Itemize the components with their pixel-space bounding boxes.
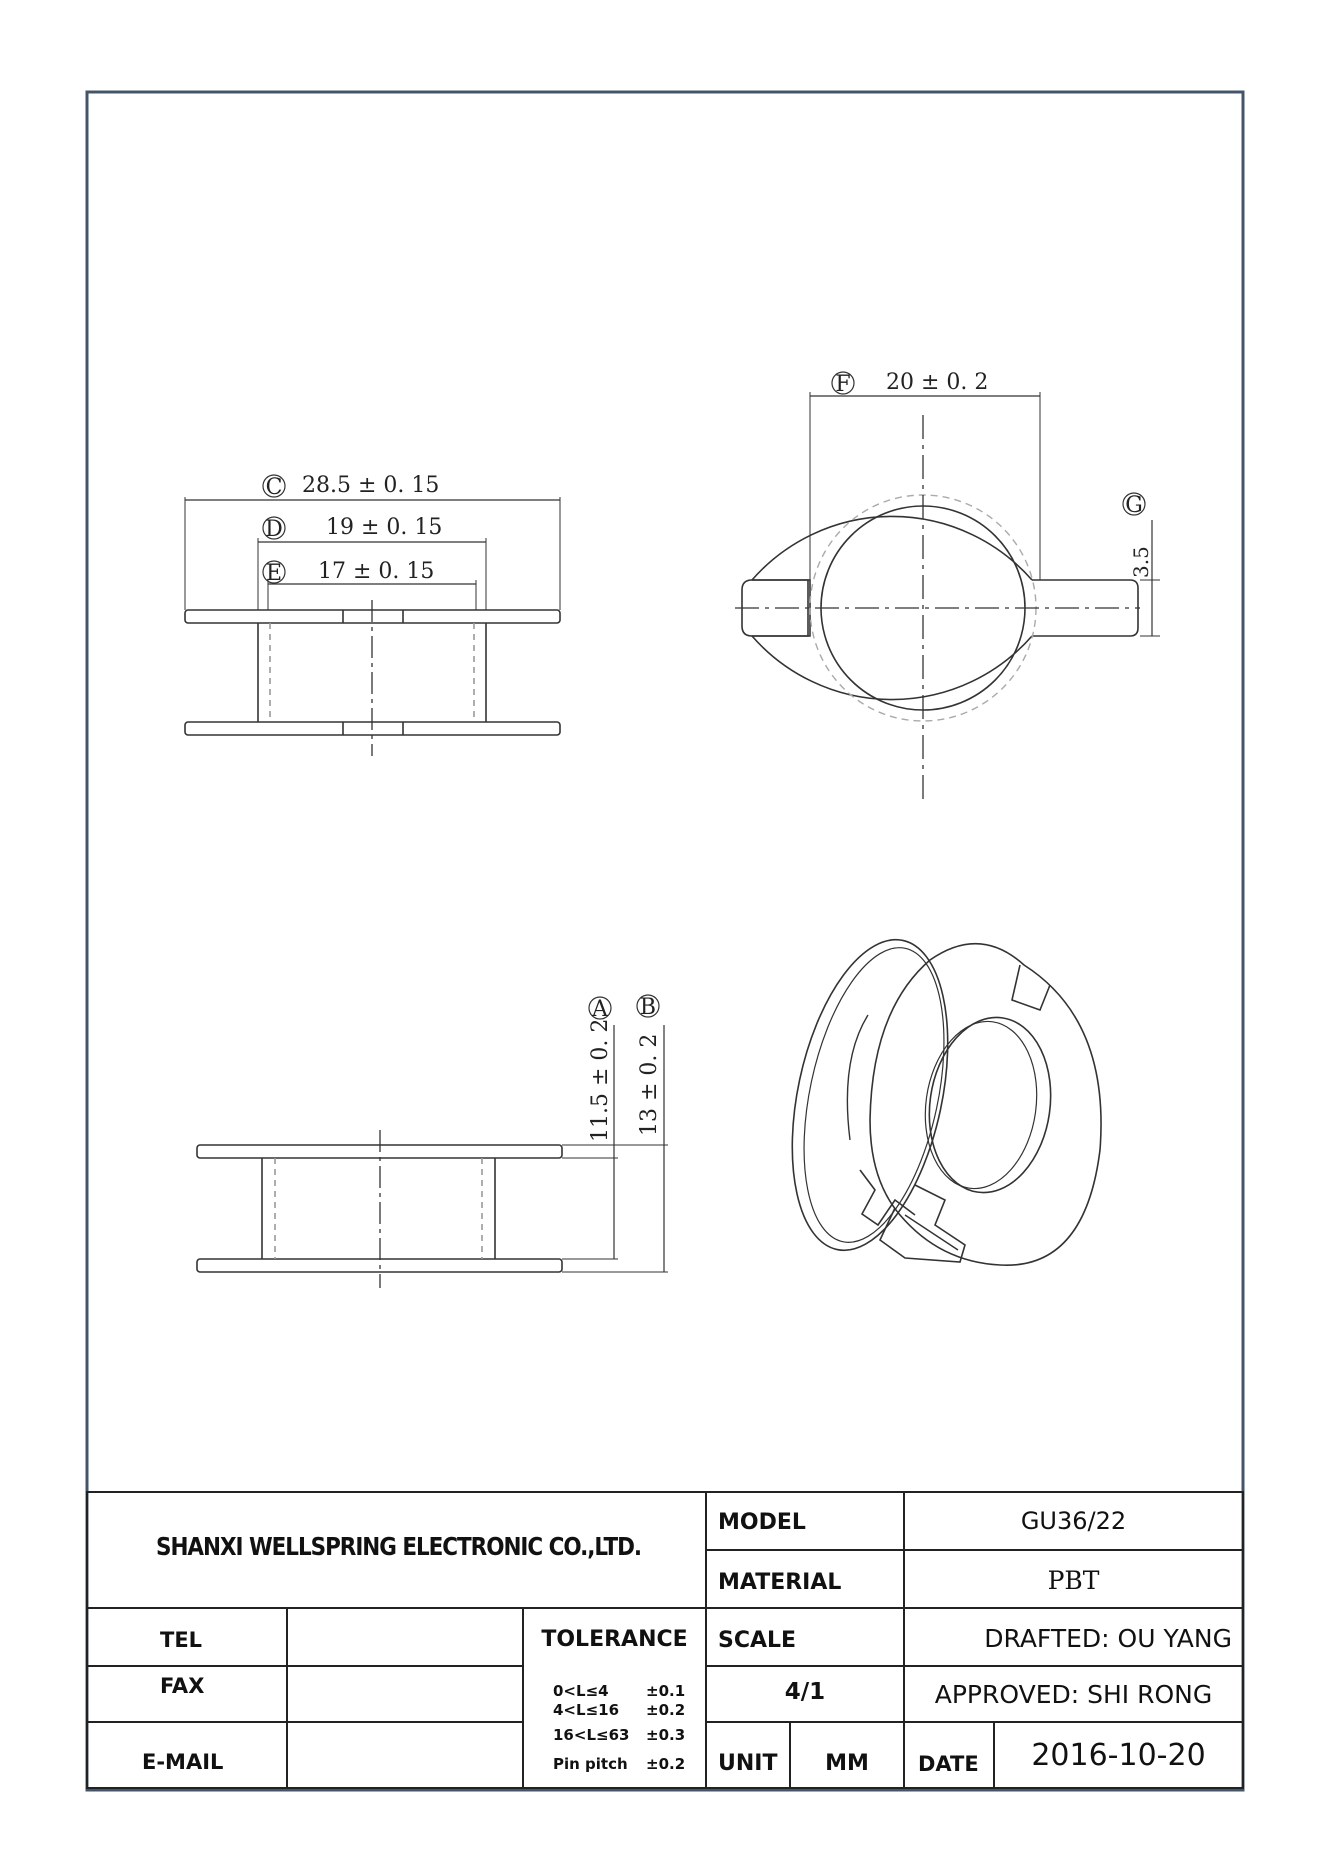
scale-label: SCALE (718, 1628, 797, 1653)
dim-b-value: 13 ± 0. 2 (637, 1033, 662, 1136)
dim-g-letter: G (1125, 493, 1143, 518)
dim-b-letter: B (639, 995, 657, 1020)
tolerance-value: ±0.1 (646, 1682, 686, 1700)
dim-c-value: 28.5 ± 0. 15 (302, 473, 440, 498)
isometric-view (767, 925, 1101, 1265)
dim-d-value: 19 ± 0. 15 (326, 515, 443, 540)
dim-e-letter: E (265, 561, 283, 586)
dim-a-value: 11.5 ± 0. 2 (588, 1018, 613, 1142)
tel-label: TEL (160, 1628, 203, 1652)
approved-by: APPROVED: SHI RONG (934, 1680, 1213, 1709)
dim-a (588, 997, 613, 1142)
tolerance-range: Pin pitch (553, 1755, 628, 1773)
tolerance-range: 0<L≤4 (553, 1682, 609, 1700)
date-label: DATE (918, 1752, 979, 1776)
dim-f-value: 20 ± 0. 2 (886, 370, 989, 395)
material-value: PBT (1047, 1566, 1100, 1595)
tolerance-range: 4<L≤16 (553, 1701, 620, 1719)
dim-e (263, 559, 434, 586)
dim-g (1123, 493, 1153, 578)
material-label: MATERIAL (718, 1570, 842, 1595)
email-label: E-MAIL (142, 1750, 224, 1774)
dim-e-value: 17 ± 0. 15 (318, 559, 435, 584)
tolerance-range: 16<L≤63 (553, 1726, 630, 1744)
dim-d-letter: D (265, 517, 283, 542)
dim-f (832, 370, 988, 397)
tolerance-value: ±0.3 (646, 1726, 686, 1744)
company-name: SHANXI WELLSPRING ELECTRONIC CO.,LTD. (156, 1532, 642, 1561)
model-value: GU36/22 (1020, 1507, 1127, 1535)
dim-g-value: 3.5 (1129, 546, 1153, 578)
dim-b (637, 995, 662, 1136)
dim-c (263, 473, 439, 500)
fax-label: FAX (160, 1674, 205, 1698)
dim-c-letter: C (265, 475, 283, 500)
scale-value: 4/1 (784, 1679, 826, 1705)
tolerance-value: ±0.2 (646, 1755, 686, 1773)
unit-label: UNIT (718, 1751, 778, 1776)
model-label: MODEL (718, 1510, 806, 1535)
dim-f-letter: F (835, 372, 851, 397)
dim-d (263, 515, 442, 542)
unit-value: MM (825, 1751, 869, 1776)
date-value: 2016-10-20 (1031, 1738, 1206, 1773)
tolerance-value: ±0.2 (646, 1701, 686, 1719)
tolerance-label: TOLERANCE (541, 1627, 688, 1652)
dim-a-letter: A (592, 997, 608, 1022)
drafted-by: DRAFTED: OU YANG (984, 1624, 1232, 1653)
